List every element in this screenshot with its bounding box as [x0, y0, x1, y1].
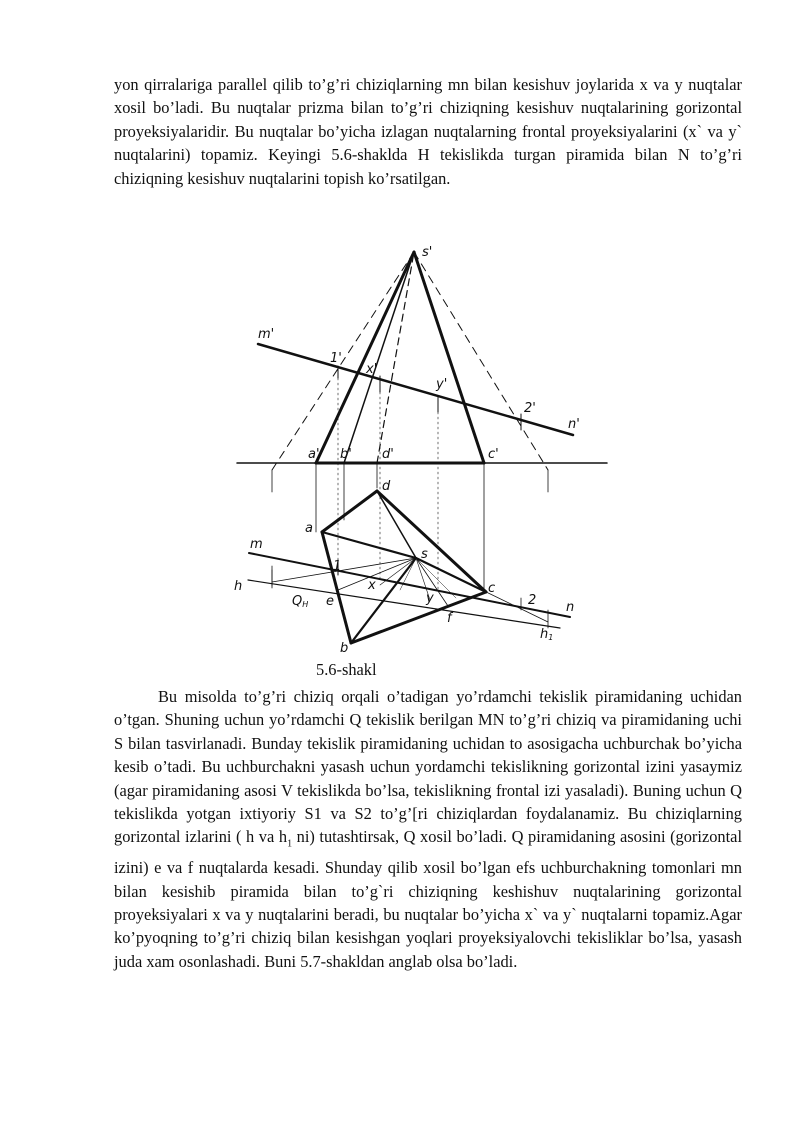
- label-n: n: [566, 600, 575, 615]
- figure-caption: 5.6-shakl: [316, 660, 377, 679]
- label-2-prime: 2': [524, 401, 536, 416]
- subscript-h1: 1: [287, 838, 293, 850]
- label-c-prime: c': [488, 447, 499, 462]
- base-edge-a-d: [322, 491, 377, 532]
- label-qh: QH: [292, 594, 309, 609]
- label-y: y: [426, 591, 434, 606]
- edge-d-s-front-hidden: [377, 252, 414, 463]
- figure-5-6: [0, 230, 800, 660]
- edge-b-s-front: [344, 252, 414, 463]
- label-s: s: [421, 547, 428, 562]
- label-2: 2: [528, 593, 537, 608]
- edge-a-s-top: [322, 532, 416, 558]
- paragraph-explanation-part2: ni) tutashtirsak, Q xosil bo’ladi. Q piramidaning asosini (gorizontal izini) e va f nuqtalarda kesadi. Shunday qilib xosil bo’lgan efs uchburchakning tomonlari mn bilan kesishib piramida bilan to’g`ri chiziqning keshishuv nuqtalarining gorizontal proyeksiyalari x va y nuqtalarini beradi, bu nuqtalar bo’yicha x` va y` nuqtalarni topamiz.Agar ko’pyoqning to’g’ri chiziq bilan kesishgan yoqlari proyeksiyalovchi tekisliklar bo’lsa, yasash juda xam osonlashadi. Buni 5.7-shakldan anglab olsa bo’ladi.: [114, 827, 742, 971]
- label-m: m: [250, 537, 263, 552]
- line-m-n-front: [258, 344, 573, 435]
- label-s-prime: s': [422, 245, 433, 260]
- base-edge-b-a: [322, 532, 351, 643]
- paragraph-explanation-part1: Bu misolda to’g’ri chiziq orqali o’tadigan yo’rdamchi tekislik piramidaning uchidan o’tgan. Shuning uchun yo’rdamchi Q tekislik berilgan MN to’g’ri chiziq va piramidaning uchi S bilan tasvirlanadi. Bunday tekislik piramidaning uchidan to asosigacha uchburchak bo’yicha kesib o’tadi. Bu uchburchakni yasash uchun yordamchi tekislikning gorizontal izini yasaymiz (agar piramidaning asosi V tekislikda bo’lsa, tekislikning frontal izi yasaladi). Buning uchun Q tekislikda yotgan ixtiyoriy S1 va S2 to’g’[ri chiziqlardan foydalanamiz. Bu chiziqlarning gorizontal izlarini ( h va h: [114, 687, 742, 847]
- base-edge-d-c: [377, 491, 486, 592]
- label-1: 1: [333, 559, 342, 574]
- label-1-prime: 1': [330, 351, 342, 366]
- label-c: c: [488, 581, 496, 596]
- label-x-prime: x': [366, 362, 378, 377]
- label-h: h: [234, 579, 243, 594]
- label-d-prime: d': [382, 447, 394, 462]
- label-a-prime: a': [308, 447, 320, 462]
- auxiliary-line-s1-front: [272, 252, 414, 470]
- label-b-prime: b': [340, 447, 352, 462]
- pyramid-line-intersection-drawing: [0, 230, 800, 660]
- paragraph-explanation: [114, 685, 742, 973]
- ray-s-aux-2: [416, 558, 456, 598]
- label-y-prime: y': [436, 377, 448, 392]
- label-h1: h1: [540, 627, 554, 642]
- label-f: f: [447, 611, 452, 626]
- edge-c-s-front: [414, 252, 484, 463]
- auxiliary-line-s2-front: [414, 252, 548, 470]
- label-e: e: [326, 594, 334, 609]
- label-b: b: [340, 641, 349, 656]
- paragraph-intro: yon qirralariga parallel qilib to’g’ri chiziqlarning mn bilan kesishuv joylarida x va y nuqtalar xosil bo’ladi. Bu nuqtalar prizma bilan to’g’ri chiziqning kesishuv nuqtalarining gorizontal proyeksiyalaridir. Bu nuqtalar bo’yicha izlagan nuqtalarning frontal proyeksiyalarini (x` va y` nuqtalarini) topamiz. Keyingi 5.6-shaklda H tekislikda turgan piramida bilan N to’g’ri chiziqning kesishuv nuqtalarini topish ko’rsatilgan.: [114, 75, 742, 188]
- label-x: x: [368, 578, 376, 593]
- label-d: d: [382, 479, 391, 494]
- label-a: a: [305, 521, 313, 536]
- label-m-prime: m': [258, 327, 275, 342]
- label-n-prime: n': [568, 417, 580, 432]
